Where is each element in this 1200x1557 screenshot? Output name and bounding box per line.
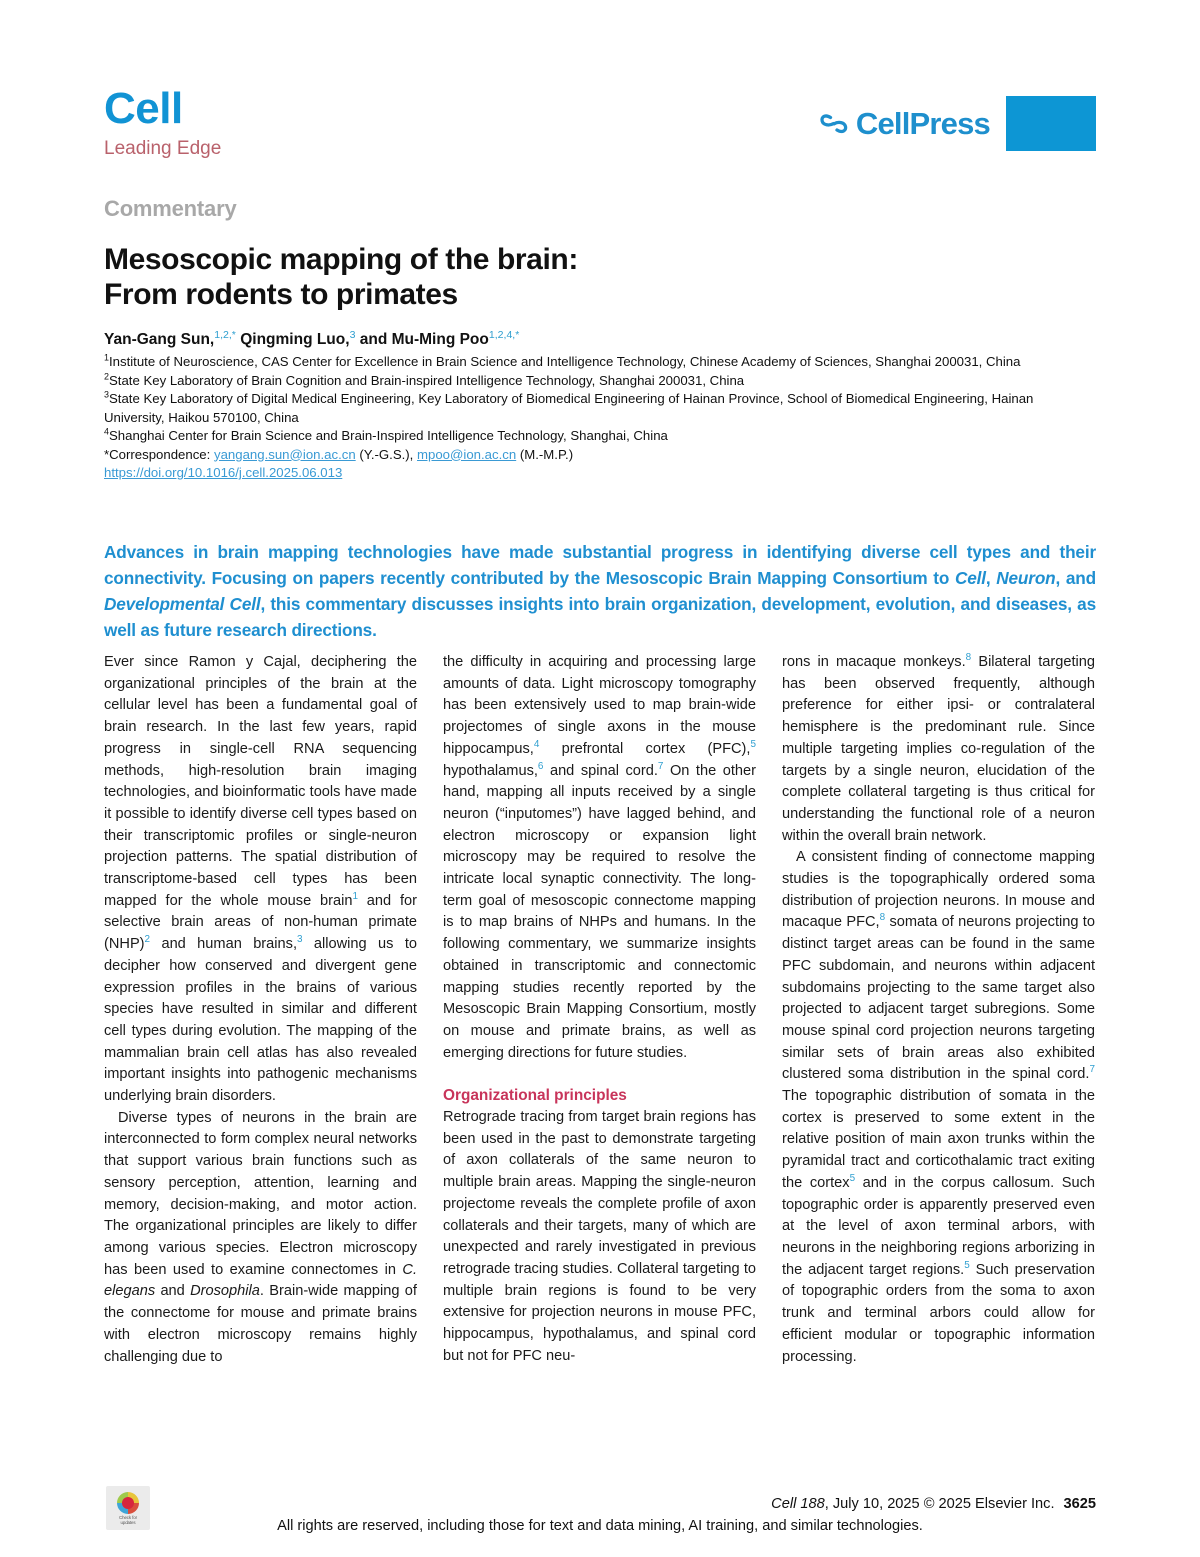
c2-p1-c: hypothalamus, [443,762,538,779]
summary-journal-devcell: Developmental Cell [104,594,261,614]
c2-p1-b: prefrontal cortex (PFC), [539,740,751,757]
affiliation-4-number: 4 [104,426,109,437]
affiliation-4 [104,427,1094,446]
paragraph [782,652,1095,847]
affiliation-1-number: 1 [104,352,109,363]
c3-p1-b: Bilateral targeting has been observed frequently, although preference for either ipsi- or contralateral hemisphere is the predominant rule. Since multiple targeting implies co-regulation of the targets by a single neuron, elucidation of the complete collateral targeting is thus critical for understanding the functional role of a neuron within the overall brain network. [782,654,1095,844]
leading-edge-label: Leading Edge [104,138,222,159]
body-column-3 [782,652,1095,1442]
correspondence-initials-2: (M.-M.P.) [519,446,574,462]
paragraph [104,1108,417,1368]
citation-ref-6[interactable]: 6 [537,760,544,772]
affiliation-2 [104,372,1094,391]
c3-p2-e: Such preservation of topographic orders from the soma to axon trunk and terminal arbors could allow for efficient modular or topographic information processing. [782,1261,1095,1365]
citation-ref-8[interactable]: 8 [965,652,972,664]
author-3-affiliation-marks: 1,2,4,* [488,328,520,341]
title-line-1: Mesoscopic mapping of the brain: [104,243,578,277]
citation-ref-5[interactable]: 5 [750,738,756,750]
c3-p2-d: and in the corpus callosum. Such topographic order is apparently preserved even at the level of axon terminal arbors, with neurons in the neighboring regions arborizing in the adjacent target regions. [782,1174,1096,1278]
c1-p2-b: and [155,1283,191,1300]
summary-part-2: , this commentary discusses insights into brain organization, development, evolution, and diseases, as well as future research directions. [104,594,1097,640]
c1-p1-c: and human brains, [150,936,297,953]
body-column-2 [443,652,756,1442]
c3-p2-a: A consistent finding of connectome mapping studies is the topographically ordered soma distribution of projection neurons. In mouse and macaque PFC, [782,849,1095,931]
footer-journal-name: Cell [771,1496,797,1512]
section-heading-organizational-principles: Organizational principles [443,1087,627,1105]
citation-ref-7[interactable]: 7 [657,760,664,772]
affiliation-3-number: 3 [104,389,109,400]
affiliation-2-text: State Key Laboratory of Brain Cognition and Brain-inspired Intelligence Technology, Shanghai 200031, China [109,372,745,388]
crossmark-label-line1: Check for [119,1514,137,1520]
cellpress-branding [819,96,1096,151]
citation-ref-5c[interactable]: 5 [964,1259,970,1271]
citation-ref-8b[interactable]: 8 [879,912,886,924]
citation-ref-4[interactable]: 4 [533,738,540,750]
summary-journal-cell: Cell [954,568,986,588]
correspondence-email-1[interactable]: yangang.sun@ion.ac.cn [213,446,356,462]
paragraph [104,652,417,1108]
correspondence-initials-1: (Y.-G.S.), [359,446,414,462]
cellpress-logo [819,107,990,140]
footer-citation [0,1494,1096,1515]
citation-ref-7b[interactable]: 7 [1089,1064,1095,1076]
c1-p2-a: Diverse types of neurons in the brain are interconnected to form complex neural networks that support various brain functions such as sensory perception, attention, learning and memory, decision-making, and motor action. The organizational principles are likely to differ among various species. Electron microscopy has been used to examine connectomes in [104,1109,417,1278]
c3-p2-b: somata of neurons projecting to distinct target areas can be found in the same PFC subdomain, and neurons within adjacent subdomains projecting to the same target also projected to adjacent target subregions. Some mouse spinal cord projection neurons targeting similar sets of brain areas also exhibited clustered soma distribution in the spinal cord. [782,914,1095,1083]
cellpress-wordmark-text: CellPress [855,106,990,141]
citation-ref-2[interactable]: 2 [144,934,151,946]
c1-p2-c: . Brain-wide mapping of the connectome for mouse and primate brains with electron microscopy remains highly challenging due to [104,1283,417,1365]
correspondence-label: *Correspondence: [104,446,211,462]
paragraph [443,652,756,1064]
article-type-kicker: Commentary [104,196,237,221]
affiliation-4-text: Shanghai Center for Brain Science and Brain-Inspired Intelligence Technology, Shanghai, China [109,428,668,443]
author-1-affiliation-marks: 1,2,* [214,328,236,341]
page-title [104,242,824,312]
summary-sep-1: , [985,568,997,588]
masthead [104,86,1096,166]
body-columns [104,652,1096,1442]
title-line-2: From rodents to primates [104,278,458,312]
affiliation-2-number: 2 [104,371,109,382]
summary-part-1: Advances in brain mapping technologies have made substantial progress in identifying diverse cell types and their connectivity. Focusing on papers recently contributed by the Mesoscopic Brain Mapping Consortium to [104,542,1096,588]
citation-ref-1[interactable]: 1 [352,890,358,902]
blue-accent-block [1006,96,1096,151]
author-block [104,330,1094,483]
affiliation-3-text: State Key Laboratory of Digital Medical Engineering, Key Laboratory of Biomedical Engineering of Hainan Province, School of Biomedical Engineering, Hainan University, Haikou 570100, China [104,391,1034,425]
author-1: Yan-Gang Sun, [104,331,215,348]
body-column-1 [104,652,417,1442]
c2-p1-d: and spinal cord. [543,762,658,779]
author-byline [104,330,1094,349]
paragraph: Retrograde tracing from target brain regions has been used in the past to demonstrate targeting of axon collaterals of the same neuron to multiple brain areas. Mapping the single-neuron projectome reveals the complete profile of axon collaterals and their targets, many of which are unexpected and rarely investigated in previous retrograde tracing studies. Collateral targeting to multiple brain regions is found to be very extensive for projection neurons in mouse PFC, hippocampus, hypothalamus, and spinal cord but not for PFC neu- [443,1109,756,1364]
affiliation-3 [104,390,1094,427]
c1-p1-d: allowing us to decipher how conserved and divergent gene expression profiles in the brains of various species have resulted in similar and different cell types during evolution. The mapping of the mammalian brain cell atlas has also revealed important insights into pathogenic mechanisms underlying brain disorders. [104,936,417,1105]
author-2-affiliation-marks: 3 [349,328,356,341]
correspondence-email-2[interactable]: mpoo@ion.ac.cn [417,446,517,462]
c1-p1-a: Ever since Ramon y Cajal, deciphering the organizational principles of the brain at the cellular level has been a fundamental goal of brain research. In the last few years, rapid progress in single-cell RNA sequencing methods, high-resolution brain imaging technologies, and bioinformatic tools have made it possible to identify diverse cell types based on their transcriptomic profiles or single-neuron projection patterns. The spatial distribution of transcriptome-based cell types has been mapped for the whole mouse brain [104,654,417,909]
doi-link[interactable]: https://doi.org/10.1016/j.cell.2025.06.013 [104,465,343,480]
doi-line [104,464,1094,483]
footer-page-number: 3625 [1063,1496,1096,1512]
page-footer [0,1478,1200,1557]
footer-volume: 188 [800,1496,825,1512]
summary-journal-neuron: Neuron [996,568,1056,588]
c1-p1-b: and for selective brain areas of non-human primate (NHP) [104,892,417,953]
affiliation-1-text: Institute of Neuroscience, CAS Center for Excellence in Brain Science and Intelligence Technology, Chinese Academy of Sciences, Shanghai 200031, China [109,354,1021,369]
title-block [104,196,824,332]
c3-p2-c: The topographic distribution of somata in the cortex is preserved to some extent in the relative position of main axon trunks within the pyramidal tract and corticothalamic tract exiting the cortex [782,1088,1095,1191]
species-c-elegans: C. elegans [104,1261,417,1300]
cell-journal-logo: Cell [104,84,183,133]
c3-p1-a: rons in macaque monkeys. [782,654,966,670]
affiliation-1 [104,353,1094,372]
c2-p1-e: On the other hand, mapping all inputs received by a single neuron (“inputomes”) have lagged behind, and electron microscopy or expansion light microscopy may be required to resolve the intricate local synaptic connectivity. The long-term goal of mesoscopic connectome mapping is to map brains of NHPs and humans. In the following commentary, we summarize insights obtained in transcriptomic and connectomic mapping studies recently reported by the Mesoscopic Brain Mapping Consortium, mostly on mouse and primate brains, as well as emerging directions for future studies. [443,762,757,1061]
citation-ref-3[interactable]: 3 [297,934,303,946]
summary-sep-2: , and [1055,568,1096,588]
author-2: Qingming Luo, [235,331,350,348]
correspondence-line [104,446,1094,465]
species-drosophila: Drosophila [190,1283,260,1300]
article-summary [104,539,1096,643]
c2-p1-a: the difficulty in acquiring and processing large amounts of data. Light microscopy tomography has been extensively used to map brain-wide projectomes of single axons in the mouse hippocampus, [443,654,756,757]
cellpress-link-icon [819,111,849,137]
crossmark-label-line2: updates [120,1519,136,1525]
paragraph [782,847,1095,1368]
footer-citation-rest: , July 10, 2025 © 2025 Elsevier Inc. [824,1496,1055,1512]
author-3: and Mu-Ming Poo [355,331,489,348]
footer-rights-statement: All rights are reserved, including those for text and data mining, AI training, and similar technologies. [277,1518,923,1534]
citation-ref-5b[interactable]: 5 [849,1173,856,1185]
